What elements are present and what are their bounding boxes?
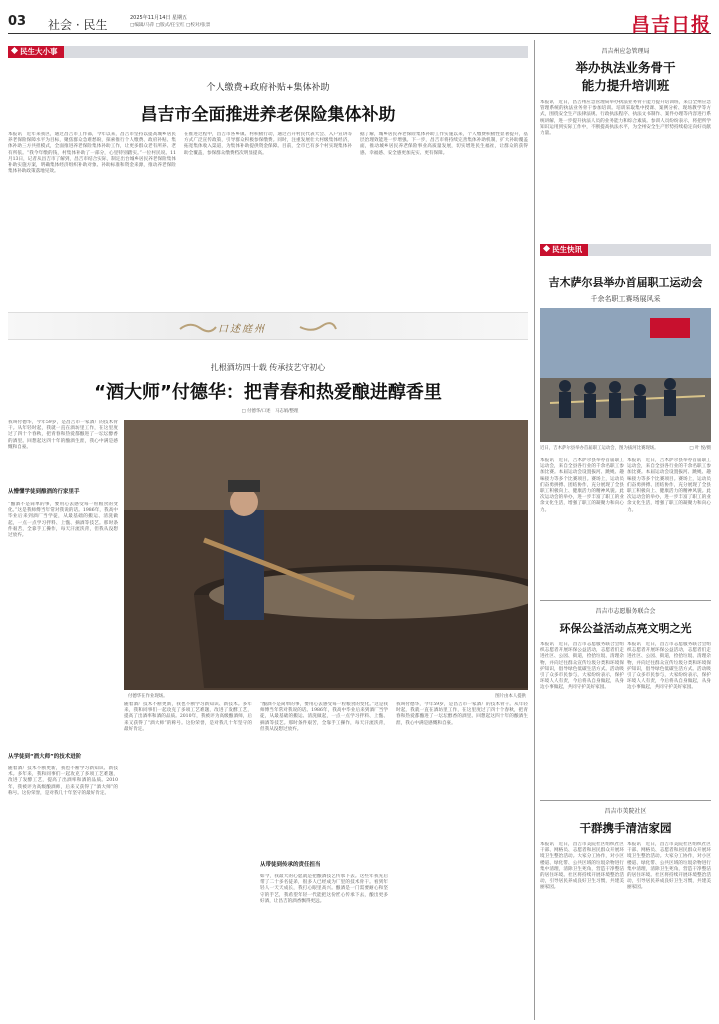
sports-photo-caption: 近日，吉木萨尔县举办首届职工运动会，图为拔河比赛现场。 xyxy=(540,446,659,451)
issue-date: 2025年11月14日 星期五 xyxy=(130,15,188,21)
right-divider-2 xyxy=(540,800,711,801)
feature-photo-caption-left: 付德华在作业现场。 xyxy=(128,694,168,699)
right-bottom-subtitle: 昌吉市美院社区 xyxy=(604,808,647,815)
right-lower-title: 环保公益活动点亮文明之光 xyxy=(559,622,692,635)
feature-photo-caption: 图片由本人提供 xyxy=(495,694,526,699)
feature-intro: 我叫付德华，今年59岁，是昌吉市一家酒厂的技术骨干。从年轻时起，我就一直在酒坊里工作，在这里度过了四十个春秋，把青春和热爱都酿进了一坛坛醇香的酒里。回想起这四十年的酿酒生涯，我心中满是感慨和自豪。 xyxy=(8,420,118,450)
feature-body-col-3: “酿酒不是简单的事，要用心去感受每一粒粮食的变化。”这是我师傅当年常对我说的话。1986年，我高中毕业后来到酒厂当学徒，从最基础的搬运、清洗做起，一点一点学习拌料、上甑、摘酒等技艺。那时条件艰苦，全靠手工操作，每天汗流浃背，但我从没想过放弃。 xyxy=(260,702,388,732)
right-mid-body-1: 本报讯 近日，吉木萨尔县举办首届职工运动会，来自全县各行业的千余名职工参加比赛。本届运动会设置拔河、跳绳、趣味接力等多个比赛项目。赛场上，运动员们奋勇拼搏、团结协作，充分展现了全县职工积极向上、健康活力的精神风貌。此次运动会的举办，进一步丰富了职工的业余文化生活，增强了职工的凝聚力和向心力。 xyxy=(540,458,624,513)
feature-title: “酒大师”付德华：把青春和热爱酿进醇香里 xyxy=(94,382,442,403)
right-lower-body-2: 本报讯 近日，昌吉市志愿服务联合会组织志愿者开展环保公益活动，志愿者们走进社区、公园、街道，捡拾垃圾、清理杂物，并向过往群众宣传垃圾分类和环境保护知识，倡导绿色低碳生活方式。活动吸引了众多市民参与，大家纷纷表示，保护环境人人有责，今后将从自身做起，从身边小事做起，共同守护美好家园。 xyxy=(627,642,711,691)
feature-kicker: 扎根酒坊四十载 传承技艺守初心 xyxy=(210,363,326,372)
brush-stroke-icon xyxy=(178,319,218,335)
right-mid-title: 吉木萨尔县举办首届职工运动会 xyxy=(548,276,703,289)
distillery-photo-illustration xyxy=(124,420,528,690)
main-body-col-1: 本报讯 近年来我区，通过昌吉市工作部，今年以来，昌吉市坚持以提高城乡居民养老保险保障水平为目标，聚焦群众急难愁盼，探索推行个人缴费、政府补贴、集体补助三方共担模式，全面推进养老保险集体补助工作，让更多群众老有所养、老有所依。“我今年缴的钱，村集体补助了一部分，心里特别踏实。”一位村民说。11月13日，记者从昌吉市了解到，昌吉市结合实际，制定出台城乡居民养老保险集体补助实施方案，明确集体经济组织补助对象、补助标准和资金来源，推动养老保险集体补助政策落地见效。 xyxy=(8,132,176,175)
brush-stroke-icon xyxy=(298,319,338,335)
main-body-col-2: 在推进过程中，昌吉市各乡镇、村积极行动，通过召开村民代表大会、入户宣讲等方式广泛宣传政策，引导群众积极参保缴费。同时，注重发展壮大村级集体经济，拓宽集体收入渠道，为集体补助提供资金保障。目前，全市已有多个村实现集体补助全覆盖，参保群众缴费档次明显提高。 xyxy=(184,132,352,156)
right-top-body: 本报讯 近日，昌吉州应急管理局举办执法业务骨干能力提升培训班，来自全州应急管理系统的执法业务骨干参加培训。培训采取集中授课、案例分析、现场教学等方式，围绕安全生产法律法规、行政执法程序、执法文书制作、案件办理等内容进行系统讲解，进一步提升执法人员的业务能力和综合素质。参训人员纷纷表示，将把所学知识运用到实际工作中，不断提高执法水平，为全州安全生产形势持续稳定向好贡献力量。 xyxy=(540,100,711,137)
band-tag: 民生快讯 xyxy=(540,244,588,256)
page-number: 03 xyxy=(8,14,27,29)
right-lower-subtitle: 昌吉市志愿服务联合会 xyxy=(595,608,656,615)
right-top-subtitle: 昌吉州应急管理局 xyxy=(601,48,650,55)
right-bottom-title: 干群携手清洁家园 xyxy=(579,821,672,835)
feature-body-1: “酿酒不是简单的事，要用心去感受每一粒粮食的变化。”这是我师傅当年常对我说的话。1986年，我高中毕业后来到酒厂当学徒，从最基础的搬运、清洗做起，一点一点学习拌料、上甑、摘酒等技艺。那时条件艰苦，全靠手工操作，每天汗流浃背，但我从没想过放弃。 xyxy=(8,502,118,539)
feature-body-col-2: 随着酒厂技术不断更新，我也不断学习新知识、新技术。多年来，我和同事们一起攻克了多项工艺难题，改进了发酵工艺，提高了出酒率和酒的品质。2010年，我被评为高级酿酒师，后来又获得了“酒大师”的称号。这份荣誉，是对我几十年坚守的最好肯定。 xyxy=(124,702,252,732)
sports-photo xyxy=(540,308,711,442)
page-header xyxy=(8,8,711,34)
feature-subhead-3: 从带徒到传承的责任担当 xyxy=(260,862,321,868)
feature-subhead-1: 从懵懂学徒到酿酒的行家里手 xyxy=(8,489,80,495)
right-mid-body-2: 本报讯 近日，吉木萨尔县举办首届职工运动会，来自全县各行业的千余名职工参加比赛。本届运动会设置拔河、跳绳、趣味接力等多个比赛项目。赛场上，运动员们奋勇拼搏、团结协作，充分展现了全县职工积极向上、健康活力的精神风貌。此次运动会的举办，进一步丰富了职工的业余文化生活，增强了职工的凝聚力和向心力。 xyxy=(627,458,711,513)
oral-history-label: 口述庭州 xyxy=(218,324,266,335)
section-name: 社会 · 民生 xyxy=(48,18,108,32)
main-body-col-3: 据了解，城乡居民养老保险集体补助工作实施以来，个人缴费积极性显著提升，基层治理效能进一步增强。下一步，昌吉市将持续完善集体补助机制，扩大补助覆盖面，推动城乡居民养老保险事业高质量发展，切实增进民生福祉，让群众的获得感、幸福感、安全感更加充实、更有保障。 xyxy=(360,132,528,156)
section-band-right xyxy=(540,244,711,256)
right-lower-body-1: 本报讯 近日，昌吉市志愿服务联合会组织志愿者开展环保公益活动，志愿者们走进社区、公园、街道，捡拾垃圾、清理杂物，并向过往群众宣传垃圾分类和环境保护知识，倡导绿色低碳生活方式。活动吸引了众多市民参与，大家纷纷表示，保护环境人人有责，今后将从自身做起，从身边小事做起，共同守护美好家园。 xyxy=(540,642,624,691)
right-bottom-body-2: 本报讯 近日，昌吉市美院社区组织社区干部、网格员、志愿者和居民群众开展环境卫生整治活动。大家分工协作，对小区楼道、绿化带、公共区域的垃圾杂物进行集中清理，清除卫生死角，营造干净整洁的居住环境。社区将持续开展环境整治活动，引导居民养成良好卫生习惯，共建美丽家园。 xyxy=(627,842,711,891)
right-bottom-body-1: 本报讯 近日，昌吉市美院社区组织社区干部、网格员、志愿者和居民群众开展环境卫生整治活动。大家分工协作，对小区楼道、绿化带、公共区域的垃圾杂物进行集中清理，清除卫生死角，营造干净整洁的居住环境。社区将持续开展环境整治活动，引导居民养成良好卫生习惯，共建美丽家园。 xyxy=(540,842,624,891)
editors-line: □编辑/马萍 □版式/任宝红 □校对/张景 xyxy=(130,23,211,28)
band-tag: 民生大小事 xyxy=(8,46,64,58)
feature-photo xyxy=(124,420,528,690)
main-title: 昌吉市全面推进养老保险集体补助 xyxy=(140,105,396,125)
section-band-left xyxy=(8,46,528,58)
column-divider xyxy=(534,40,535,1020)
feature-subhead-2: 从学徒到“酒大师”的技术进阶 xyxy=(8,754,82,760)
sports-photo-credit: □ 叶 悦/摄 xyxy=(689,446,711,451)
right-mid-subtitle: 千余名职工赛场展风采 xyxy=(590,295,661,303)
feature-byline: □ 付德华/口述 马志娟/整理 xyxy=(241,409,299,414)
right-divider-1 xyxy=(540,600,711,601)
feature-body-3: 如今，我最大的心愿就是把酿酒技艺传承下去。这些年我先后带了二十多名徒弟，很多人已经成为厂里的技术骨干。看到年轻人一天天成长，我打心眼里高兴。酿酒是一门需要耐心和坚守的手艺，我希望年轻一代能把这份匠心传承下去，酿出更多好酒，让昌吉的酒香飘得更远。 xyxy=(260,874,388,904)
feature-body-2: 随着酒厂技术不断更新，我也不断学习新知识、新技术。多年来，我和同事们一起攻克了多项工艺难题，改进了发酵工艺，提高了出酒率和酒的品质。2010年，我被评为高级酿酒师，后来又获得了“酒大师”的称号。这份荣誉，是对我几十年坚守的最好肯定。 xyxy=(8,766,118,796)
feature-body-col-4: 我叫付德华，今年59岁，是昌吉市一家酒厂的技术骨干。从年轻时起，我就一直在酒坊里工作，在这里度过了四十个春秋，把青春和热爱都酿进了一坛坛醇香的酒里。回想起这四十年的酿酒生涯，我心中满是感慨和自豪。 xyxy=(396,702,528,726)
main-kicker: 个人缴费+政府补贴+集体补助 xyxy=(206,83,330,93)
newspaper-logo: 昌吉日报 xyxy=(630,14,711,36)
oral-history-banner xyxy=(8,312,528,340)
right-top-title-2: 能力提升培训班 xyxy=(581,78,670,93)
tug-of-war-photo-illustration xyxy=(540,308,711,442)
right-top-title-1: 举办执法业务骨干 xyxy=(575,60,676,75)
